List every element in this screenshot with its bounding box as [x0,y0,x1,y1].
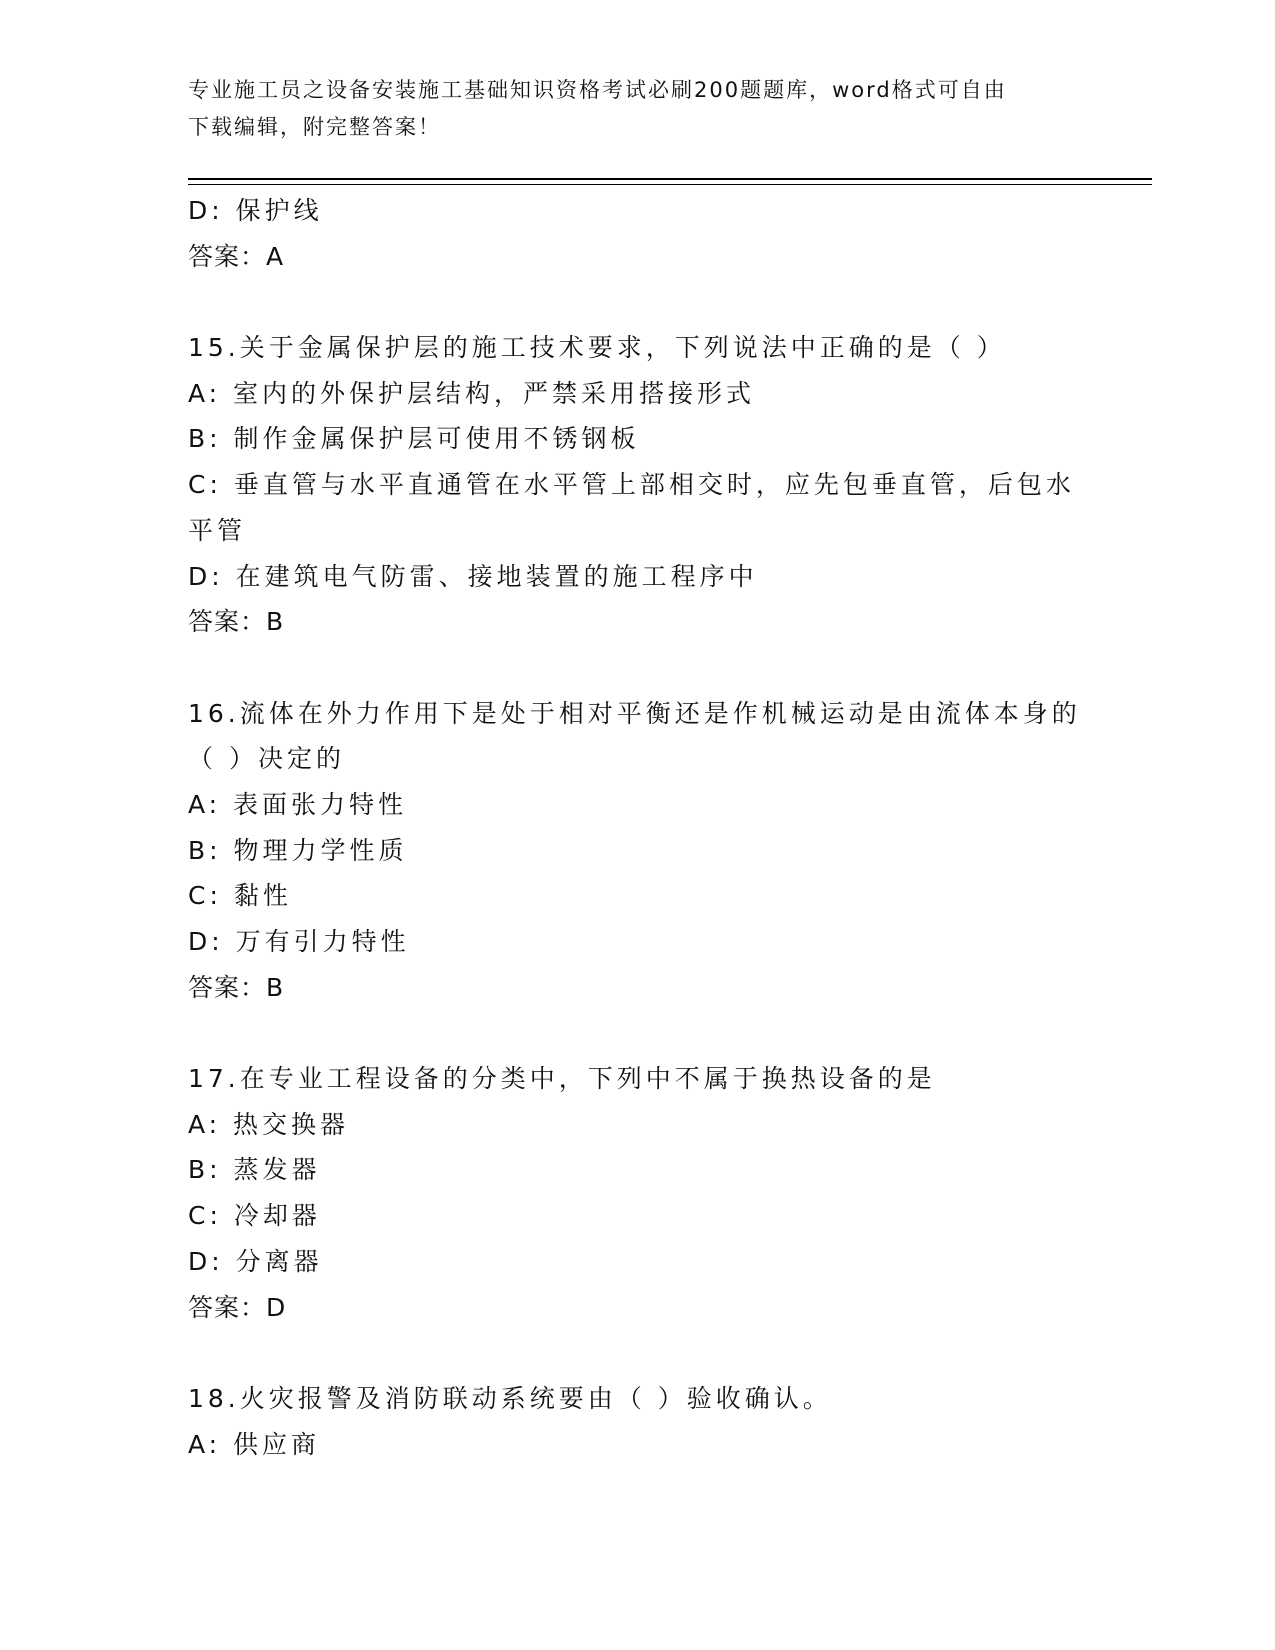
spacer [188,279,1088,325]
option-d: D: 在建筑电气防雷、接地装置的施工程序中 [188,561,758,591]
question-stem-continued: （ ）决定的 [188,744,345,774]
question-stem: 15.关于金属保护层的施工技术要求，下列说法中正确的是（ ） [188,333,1006,363]
option-c-continued: 平管 [188,515,247,545]
option-d: D: 保护线 [188,196,323,225]
option-d: D: 万有引力特性 [188,927,410,956]
header-title-line-1: 专业施工员之设备安装施工基础知识资格考试必刷200题题库，word格式可自由 [188,78,1007,102]
header-divider-thin [188,184,1152,185]
option-d: D: 分离器 [188,1246,323,1276]
answer-label: 答案：B [188,972,285,1002]
answer-label: 答案：D [188,1292,287,1322]
option-c: C: 冷却器 [188,1201,321,1231]
option-b: B: 蒸发器 [188,1155,321,1185]
question-block-16 [188,691,1088,1011]
question-block-14 [188,188,1088,279]
spacer [188,1010,1088,1056]
option-a: A: 供应商 [188,1429,321,1459]
header-title-line-2: 下载编辑，附完整答案！ [188,115,441,139]
option-a: A: 室内的外保护层结构，严禁采用搭接形式 [188,378,756,408]
option-a: A: 热交换器 [188,1109,350,1139]
option-c: C: 黏性 [188,881,292,911]
question-stem: 16.流体在外力作用下是处于相对平衡还是作机械运动是由流体本身的 [188,698,1081,728]
question-stem: 17.在专业工程设备的分类中，下列中不属于换热设备的是 [188,1064,936,1094]
option-c: C: 垂直管与水平直通管在水平管上部相交时，应先包垂直管，后包水 [188,470,1075,500]
question-list [188,188,1088,1467]
document-header [188,72,1088,146]
question-block-17 [188,1056,1088,1330]
answer-label: 答案：B [188,607,285,637]
answer-label: 答案：A [188,241,285,271]
option-b: B: 制作金属保护层可使用不锈钢板 [188,424,640,454]
spacer [188,645,1088,691]
header-divider-thick [188,178,1152,180]
option-a: A: 表面张力特性 [188,789,408,819]
question-block-18 [188,1376,1088,1467]
question-block-15 [188,325,1088,645]
spacer [188,1330,1088,1376]
option-b: B: 物理力学性质 [188,835,408,865]
question-stem: 18.火灾报警及消防联动系统要由（ ）验收确认。 [188,1383,832,1413]
